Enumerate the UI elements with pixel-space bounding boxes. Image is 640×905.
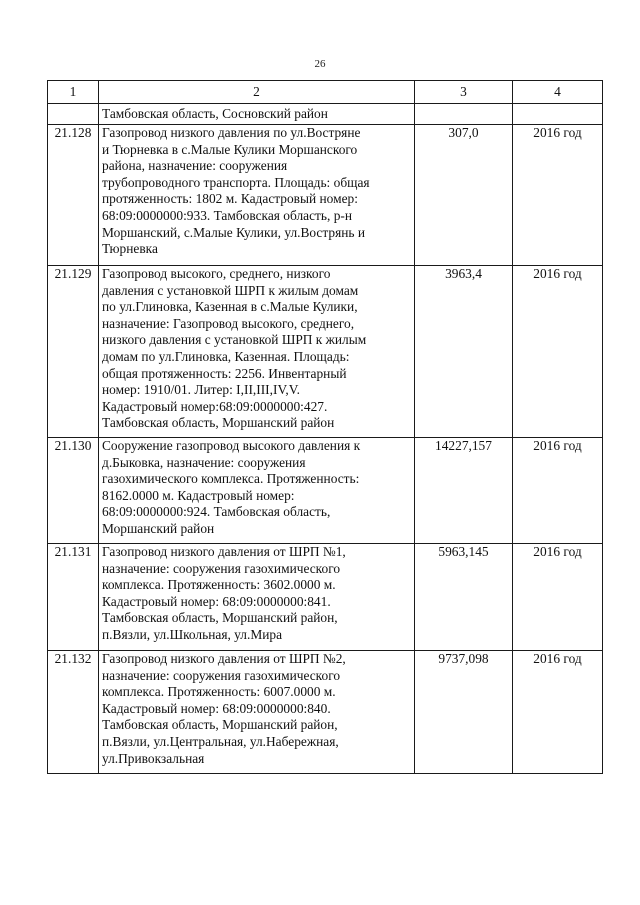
description-line: Тамбовская область, Моршанский район, [102,610,338,626]
description-line: общая протяженность: 2256. Инвентарный [102,365,347,381]
row-description [99,651,415,774]
description-line: Газопровод низкого давления по ул.Востряне [102,125,361,140]
description-line: Тамбовская область, Моршанский район, [102,717,338,733]
description-line: Газопровод низкого давления от ШРП №2, [102,651,346,666]
row-year: 2016 год [513,266,603,438]
row-value: 5963,145 [415,544,513,651]
region-label: Тамбовская область, Сосновский район [99,104,415,125]
table-row [48,266,603,438]
description-line: Моршанский, с.Малые Кулики, ул.Вострянь и [102,224,366,240]
description-line: номер: 1910/01. Литер: I,II,III,IV,V. [102,382,301,398]
description-line: 68:09:0000000:924. Тамбовская область, [102,504,331,520]
row-description [99,125,415,266]
row-year: 2016 год [513,438,603,544]
description-line: назначение: сооружения газохимического [102,560,341,576]
region-empty-cell [513,104,603,125]
description-line: Газопровод высокого, среднего, низкого [102,266,331,281]
description-line: трубопроводного транспорта. Площадь: общая [102,174,370,190]
description-line: комплекса. Протяженность: 3602.0000 м. [102,577,336,593]
region-row [48,104,603,125]
column-header-1: 1 [48,81,99,104]
description-line: Тюрневка [102,241,158,257]
table-row [48,544,603,651]
description-line: д.Быковка, назначение: сооружения [102,454,306,470]
description-line: домам по ул.Глиновка, Казенная. Площадь: [102,348,350,364]
row-value: 3963,4 [415,266,513,438]
description-line: комплекса. Протяженность: 6007.0000 м. [102,684,336,700]
page-number: 26 [314,58,326,70]
description-line: 8162.0000 м. Кадастровый номер: [102,487,295,503]
description-line: ул.Привокзальная [102,750,205,766]
row-value: 307,0 [415,125,513,266]
column-header-4: 4 [513,81,603,104]
row-year: 2016 год [513,651,603,774]
table-row [48,125,603,266]
row-description [99,266,415,438]
description-line: Кадастровый номер: 68:09:0000000:841. [102,593,331,609]
description-line: Тамбовская область, Моршанский район [102,415,335,431]
row-description [99,544,415,651]
description-line: п.Вязли, ул.Школьная, ул.Мира [102,626,283,642]
description-line: протяженность: 1802 м. Кадастровый номер: [102,191,358,207]
row-number: 21.130 [48,438,99,544]
table-row [48,651,603,774]
property-registry-table [47,80,603,774]
description-line: низкого давления с установкой ШРП к жилым [102,332,367,348]
row-number: 21.128 [48,125,99,266]
region-empty-cell [48,104,99,125]
description-line: назначение: Газопровод высокого, среднего, [102,315,355,331]
row-description [99,438,415,544]
row-value: 9737,098 [415,651,513,774]
description-line: п.Вязли, ул.Центральная, ул.Набережная, [102,733,339,749]
description-line: Кадастровый номер: 68:09:0000000:840. [102,700,331,716]
row-number: 21.132 [48,651,99,774]
table-row [48,438,603,544]
row-number: 21.131 [48,544,99,651]
description-line: по ул.Глиновка, Казенная в с.Малые Кулики, [102,299,358,315]
description-line: газохимического комплекса. Протяженность: [102,471,360,487]
description-line: давления с установкой ШРП к жилым домам [102,282,359,298]
description-line: и Тюрневка в с.Малые Кулики Моршанского [102,141,358,157]
row-year: 2016 год [513,125,603,266]
region-empty-cell [415,104,513,125]
column-header-2: 2 [99,81,415,104]
row-value: 14227,157 [415,438,513,544]
description-line: Сооружение газопровод высокого давления к [102,438,361,453]
description-line: района, назначение: сооружения [102,158,288,174]
description-line: 68:09:0000000:933. Тамбовская область, р-н [102,207,353,223]
description-line: Кадастровый номер:68:09:0000000:427. [102,398,328,414]
column-number-header-row [48,81,603,104]
description-line: Газопровод низкого давления от ШРП №1, [102,544,346,559]
row-year: 2016 год [513,544,603,651]
description-line: назначение: сооружения газохимического [102,667,341,683]
description-line: Моршанский район [102,520,215,536]
row-number: 21.129 [48,266,99,438]
column-header-3: 3 [415,81,513,104]
